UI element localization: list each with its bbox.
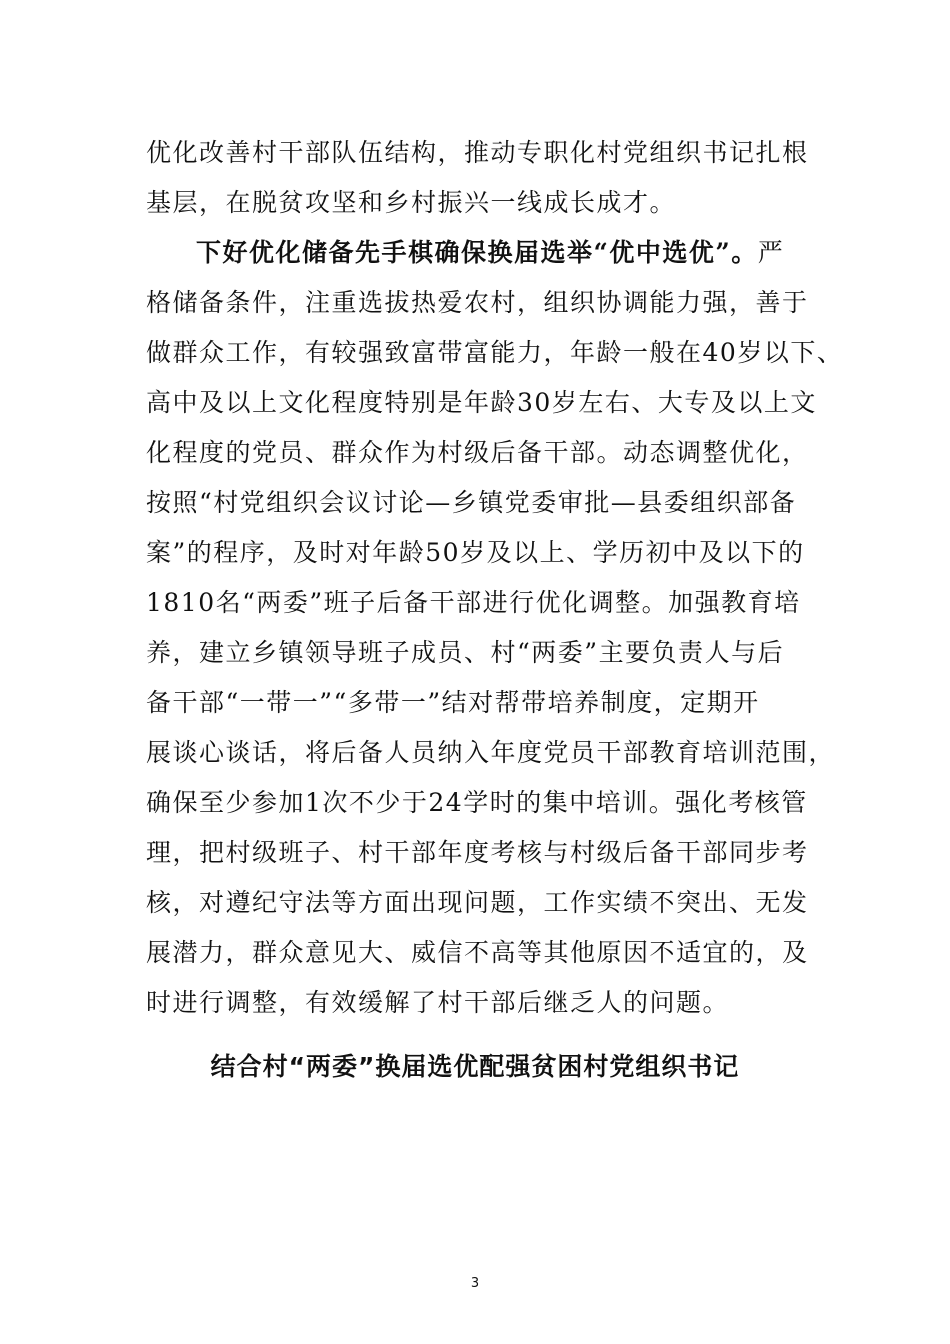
paragraph-2-line: 化程度的党员、群众作为村级后备干部。动态调整优化， [146,438,809,467]
paragraph-2-line: 理，把村级班子、村干部年度考核与村级后备干部同步考 [146,838,809,867]
paragraph-2-line: 核，对遵纪守法等方面出现问题，工作实绩不突出、无发 [146,888,809,917]
paragraph-2-first-line [196,228,784,278]
paragraph-2-line: 养，建立乡镇领导班子成员、村“两委”主要负责人与后 [146,638,785,667]
paragraph-2-line: 格储备条件，注重选拔热爱农村，组织协调能力强，善于 [146,288,809,317]
section-heading: 结合村“两委”换届选优配强贫困村党组织书记 [210,1052,740,1081]
page-number: 3 [470,1276,480,1291]
paragraph-2-lead-sentence: 下好优化储备先手棋确保换届选举“优中选优”。 [196,238,758,267]
paragraph-2-line: 确保至少参加1次不少于24学时的集中培训。强化考核管 [146,788,808,817]
paragraph-2-first-line-rest: 严 [757,238,785,267]
paragraph-2-line: 展谈心谈话，将后备人员纳入年度党员干部教育培训范围， [146,738,836,767]
paragraph-2-line: 案”的程序，及时对年龄50岁及以上、学历初中及以下的 [146,538,805,567]
paragraph-2-line: 按照“村党组织会议讨论—乡镇党委审批—县委组织部备 [146,488,797,517]
paragraph-1-line-1: 优化改善村干部队伍结构，推动专职化村党组织书记扎根 [146,138,809,167]
paragraph-2-line: 高中及以上文化程度特别是年龄30岁左右、大专及以上文 [146,388,817,417]
paragraph-2-line: 备干部“一带一”“多带一”结对帮带培养制度，定期开 [146,688,760,717]
paragraph-2-line: 展潜力，群众意见大、威信不高等其他原因不适宜的，及 [146,938,809,967]
paragraph-1-line-2: 基层，在脱贫攻坚和乡村振兴一线成长成才。 [146,188,677,217]
paragraph-2-line: 做群众工作，有较强致富带富能力，年龄一般在40岁以下、 [146,338,844,367]
paragraph-2-line: 时进行调整，有效缓解了村干部后继乏人的问题。 [146,988,730,1017]
paragraph-2-line: 1810名“两委”班子后备干部进行优化调整。加强教育培 [146,588,801,617]
